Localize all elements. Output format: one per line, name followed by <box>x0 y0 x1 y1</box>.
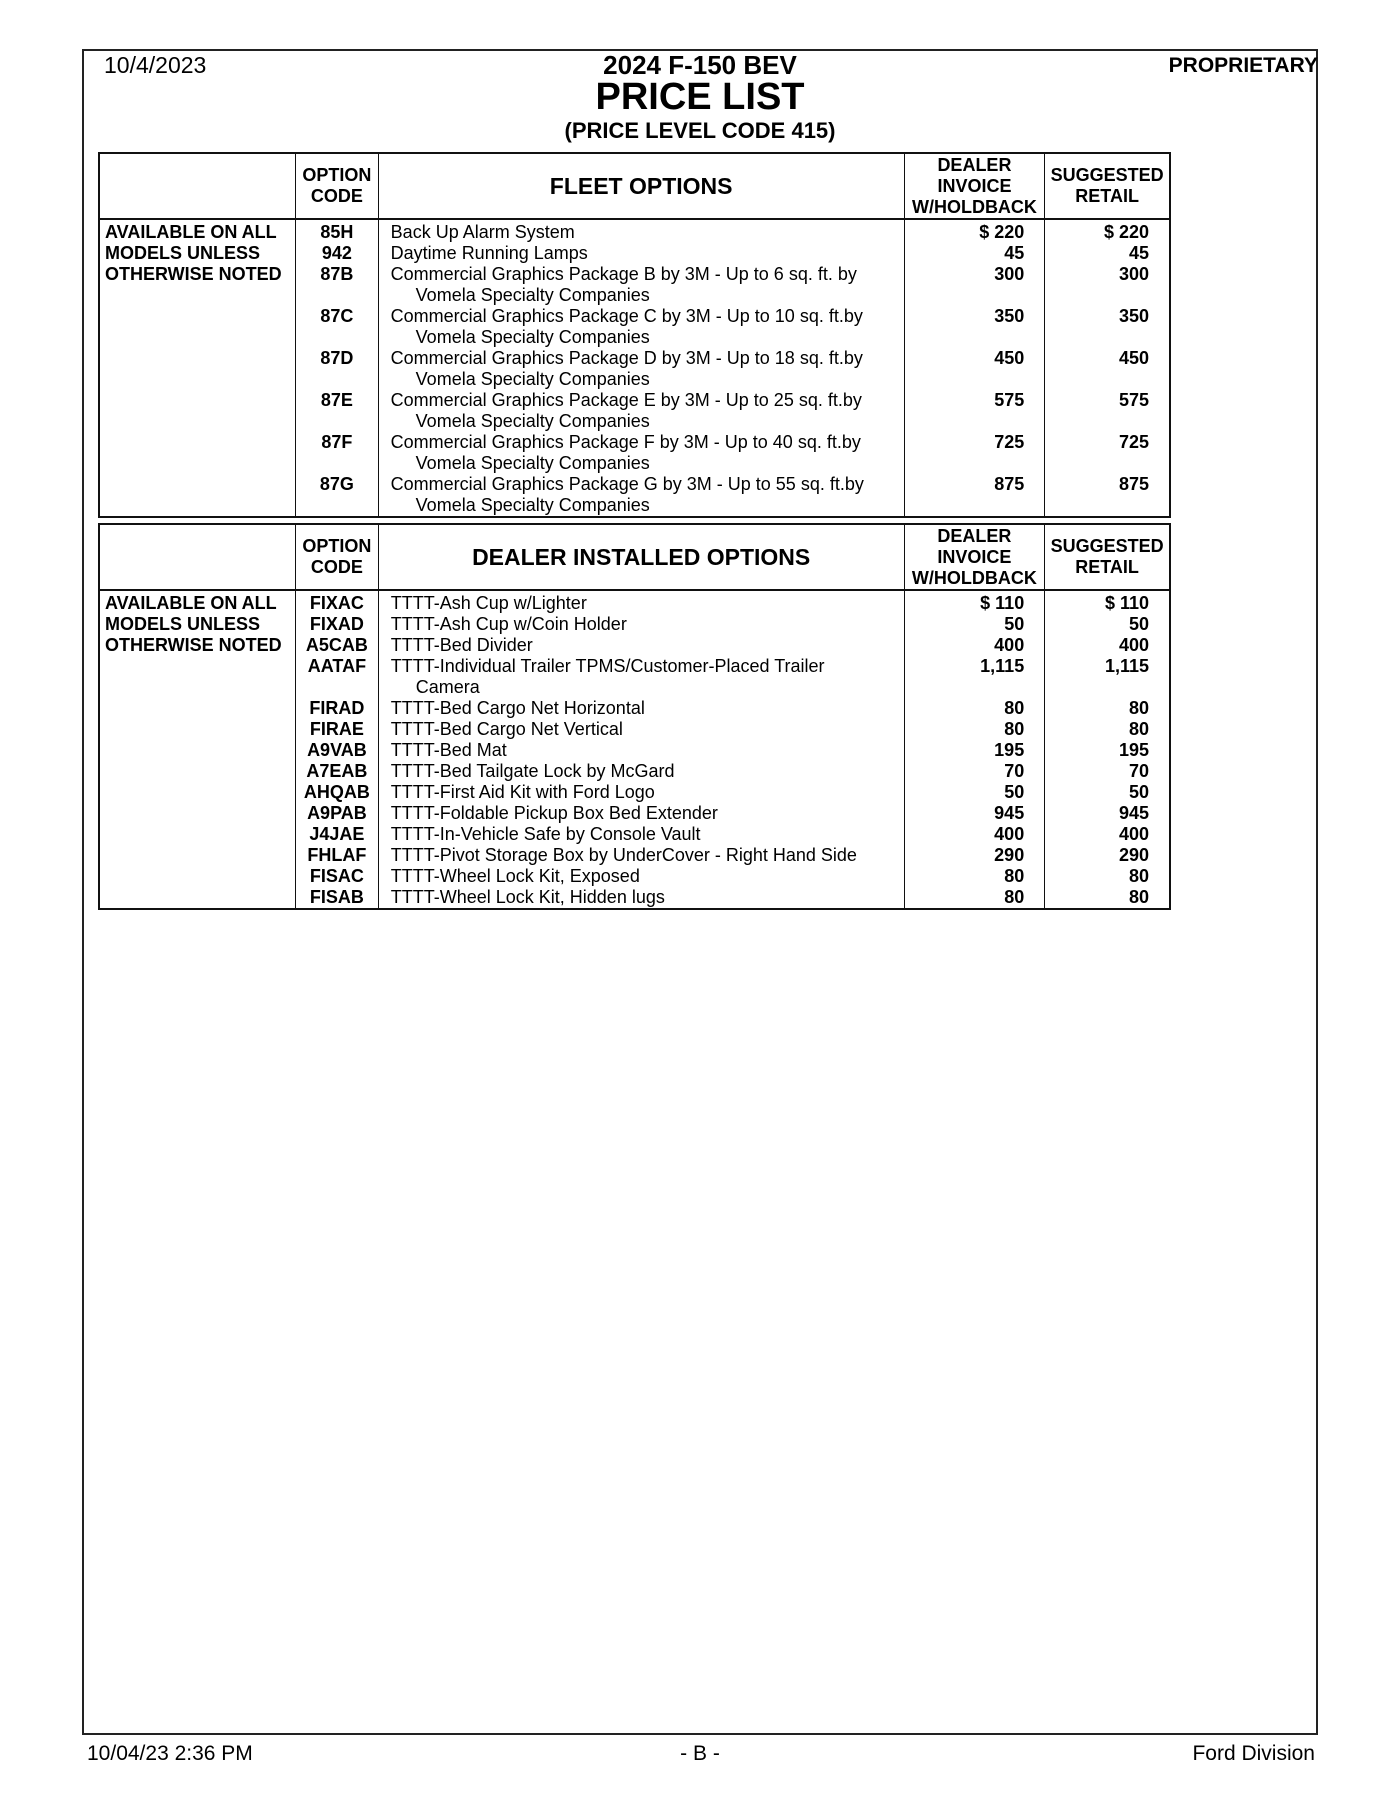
suggested-retail-price: 70 <box>1128 761 1149 781</box>
dealer-installed-options-table <box>98 523 1171 910</box>
option-code: A7EAB <box>306 761 368 781</box>
option-description: TTTT-In-Vehicle Safe by Console Vault <box>390 824 701 844</box>
suggested-retail-price: 350 <box>1118 306 1149 326</box>
option-description: Back Up Alarm System <box>390 222 575 242</box>
suggested-retail-header: SUGGESTED RETAIL <box>1045 524 1170 590</box>
row-spacer <box>1045 495 1169 516</box>
dealer-invoice-price: 195 <box>994 740 1025 760</box>
row-spacer <box>296 677 378 698</box>
option-code: FHLAF <box>307 845 367 865</box>
suggested-retail-price: 945 <box>1118 803 1149 823</box>
option-description: Commercial Graphics Package B by 3M - Up to 6 sq. ft. by <box>390 264 857 284</box>
option-description-continued: Vomela Specialty Companies <box>415 285 650 305</box>
option-code: A9VAB <box>307 740 367 760</box>
dealer-invoice-header: DEALER INVOICE W/HOLDBACK <box>904 524 1045 590</box>
option-description: Commercial Graphics Package C by 3M - Up to 10 sq. ft.by <box>390 306 863 326</box>
suggested-retail-price: 45 <box>1128 243 1149 263</box>
option-description: Commercial Graphics Package F by 3M - Up to 40 sq. ft.by <box>390 432 861 452</box>
dealer-invoice-price: 1,115 <box>980 656 1025 676</box>
page-title: PRICE LIST <box>595 76 805 118</box>
option-description-continued: Vomela Specialty Companies <box>415 411 650 431</box>
option-description: TTTT-First Aid Kit with Ford Logo <box>390 782 655 802</box>
option-description: TTTT-Individual Trailer TPMS/Customer-Placed Trailer <box>390 656 825 676</box>
suggested-retail-price: 300 <box>1118 264 1149 284</box>
option-description-continued: Camera <box>415 677 480 697</box>
option-code-column <box>296 590 379 909</box>
option-description-continued: Vomela Specialty Companies <box>415 327 650 347</box>
availability-header <box>99 153 296 219</box>
row-spacer <box>1045 369 1169 390</box>
option-description: TTTT-Wheel Lock Kit, Hidden lugs <box>390 887 665 907</box>
option-description: TTTT-Bed Cargo Net Vertical <box>390 719 623 739</box>
dealer-invoice-price: 875 <box>994 474 1025 494</box>
option-code: 87C <box>320 306 354 326</box>
option-code: 87G <box>319 474 354 494</box>
option-code: FISAC <box>309 866 364 886</box>
suggested-retail-column <box>1045 590 1170 909</box>
option-code: FIRAE <box>309 719 364 739</box>
suggested-retail-price: 450 <box>1118 348 1149 368</box>
table-header-row <box>99 524 1170 590</box>
option-description: Commercial Graphics Package D by 3M - Up to 18 sq. ft.by <box>390 348 863 368</box>
option-description: TTTT-Pivot Storage Box by UnderCover - Right Hand Side <box>390 845 857 865</box>
option-description-continued: Vomela Specialty Companies <box>415 369 650 389</box>
row-spacer <box>296 285 378 306</box>
dealer-invoice-column <box>904 590 1045 909</box>
option-code: FIXAD <box>309 614 364 634</box>
option-code: 85H <box>320 222 354 242</box>
option-description: Daytime Running Lamps <box>390 243 588 263</box>
price-level-code: (PRICE LEVEL CODE 415) <box>564 118 836 143</box>
suggested-retail-price: 80 <box>1128 719 1149 739</box>
option-description: TTTT-Foldable Pickup Box Bed Extender <box>390 803 718 823</box>
dealer-invoice-header: DEALER INVOICE W/HOLDBACK <box>904 153 1045 219</box>
dealer-invoice-price: 450 <box>994 348 1025 368</box>
row-spacer <box>905 285 1045 306</box>
availability-note: AVAILABLE ON ALL MODELS UNLESS OTHERWISE NOTED <box>99 219 296 517</box>
fleet-options-table <box>98 152 1171 518</box>
dealer-invoice-price: 300 <box>994 264 1025 284</box>
option-code: 87E <box>320 390 353 410</box>
option-code-header: OPTION CODE <box>296 524 379 590</box>
option-code: 87B <box>320 264 354 284</box>
row-spacer <box>905 369 1045 390</box>
row-spacer <box>905 411 1045 432</box>
option-code-header: OPTION CODE <box>296 153 379 219</box>
section-title: FLEET OPTIONS <box>378 153 904 219</box>
row-spacer <box>296 453 378 474</box>
row-spacer <box>1045 285 1169 306</box>
suggested-retail-price: $ 110 <box>1104 593 1149 613</box>
row-spacer <box>905 495 1045 516</box>
table-body-row <box>99 219 1170 517</box>
suggested-retail-price: 80 <box>1128 887 1149 907</box>
option-description: TTTT-Bed Divider <box>390 635 533 655</box>
suggested-retail-header: SUGGESTED RETAIL <box>1045 153 1170 219</box>
option-description: TTTT-Bed Tailgate Lock by McGard <box>390 761 675 781</box>
option-description: TTTT-Bed Mat <box>390 740 507 760</box>
row-spacer <box>296 495 378 516</box>
option-code: A5CAB <box>305 635 368 655</box>
row-spacer <box>1045 677 1169 698</box>
option-description: TTTT-Wheel Lock Kit, Exposed <box>390 866 640 886</box>
row-spacer <box>296 327 378 348</box>
suggested-retail-price: 400 <box>1118 824 1149 844</box>
row-spacer <box>296 369 378 390</box>
page-number: - B - <box>680 1742 720 1765</box>
model-title: 2024 F-150 BEV <box>603 50 797 80</box>
row-spacer <box>296 411 378 432</box>
option-description-continued: Vomela Specialty Companies <box>415 495 650 515</box>
footer-division: Ford Division <box>1192 1742 1315 1765</box>
option-code: J4JAE <box>309 824 365 844</box>
dealer-invoice-price: 400 <box>994 635 1025 655</box>
suggested-retail-price: 50 <box>1128 782 1149 802</box>
dealer-invoice-price: 350 <box>994 306 1025 326</box>
dealer-invoice-price: 80 <box>1004 698 1025 718</box>
dealer-invoice-price: 290 <box>994 845 1025 865</box>
option-code: 942 <box>321 243 352 263</box>
suggested-retail-price: 575 <box>1118 390 1149 410</box>
footer-timestamp: 10/04/23 2:36 PM <box>87 1742 253 1765</box>
suggested-retail-price: 290 <box>1118 845 1149 865</box>
option-description-continued: Vomela Specialty Companies <box>415 453 650 473</box>
option-code: AHQAB <box>303 782 370 802</box>
suggested-retail-price: 80 <box>1128 866 1149 886</box>
suggested-retail-price: 875 <box>1118 474 1149 494</box>
dealer-invoice-price: 575 <box>994 390 1025 410</box>
option-code-column <box>296 219 379 517</box>
availability-note: AVAILABLE ON ALL MODELS UNLESS OTHERWISE NOTED <box>99 590 296 909</box>
table-header-row <box>99 153 1170 219</box>
dealer-invoice-price: 80 <box>1004 887 1025 907</box>
dealer-invoice-price: 45 <box>1004 243 1025 263</box>
suggested-retail-price: 1,115 <box>1104 656 1149 676</box>
dealer-invoice-price: 400 <box>994 824 1025 844</box>
row-spacer <box>1045 411 1169 432</box>
dealer-invoice-price: 80 <box>1004 719 1025 739</box>
dealer-invoice-price: 945 <box>994 803 1025 823</box>
row-spacer <box>905 327 1045 348</box>
option-code: 87F <box>321 432 353 452</box>
suggested-retail-price: 725 <box>1118 432 1149 452</box>
option-description: Commercial Graphics Package E by 3M - Up to 25 sq. ft.by <box>390 390 862 410</box>
table-body-row <box>99 590 1170 909</box>
option-description: TTTT-Bed Cargo Net Horizontal <box>390 698 645 718</box>
row-spacer <box>905 453 1045 474</box>
availability-header <box>99 524 296 590</box>
option-description: TTTT-Ash Cup w/Coin Holder <box>390 614 627 634</box>
option-code: FISAB <box>309 887 364 907</box>
suggested-retail-price: 50 <box>1128 614 1149 634</box>
suggested-retail-price: 195 <box>1118 740 1149 760</box>
row-spacer <box>905 677 1045 698</box>
option-description: TTTT-Ash Cup w/Lighter <box>390 593 587 613</box>
dealer-invoice-price: 50 <box>1004 614 1025 634</box>
dealer-invoice-column <box>904 219 1045 517</box>
row-spacer <box>1045 327 1169 348</box>
option-code: FIRAD <box>309 698 365 718</box>
suggested-retail-column <box>1045 219 1170 517</box>
option-code: 87D <box>320 348 354 368</box>
option-code: FIXAC <box>309 593 364 613</box>
header-date: 10/4/2023 <box>104 52 207 78</box>
description-column <box>378 219 904 517</box>
dealer-invoice-price: 80 <box>1004 866 1025 886</box>
proprietary-label: PROPRIETARY <box>1168 54 1318 77</box>
suggested-retail-price: 400 <box>1118 635 1149 655</box>
suggested-retail-price: $ 220 <box>1103 222 1149 242</box>
description-column <box>378 590 904 909</box>
section-title: DEALER INSTALLED OPTIONS <box>378 524 904 590</box>
dealer-invoice-price: 70 <box>1004 761 1025 781</box>
row-spacer <box>1045 453 1169 474</box>
dealer-invoice-price: 725 <box>994 432 1025 452</box>
option-code: A9PAB <box>307 803 367 823</box>
option-code: AATAF <box>307 656 367 676</box>
option-description: Commercial Graphics Package G by 3M - Up to 55 sq. ft.by <box>390 474 864 494</box>
dealer-invoice-price: $ 220 <box>979 222 1025 242</box>
dealer-invoice-price: 50 <box>1004 782 1025 802</box>
dealer-invoice-price: $ 110 <box>980 593 1025 613</box>
suggested-retail-price: 80 <box>1128 698 1149 718</box>
